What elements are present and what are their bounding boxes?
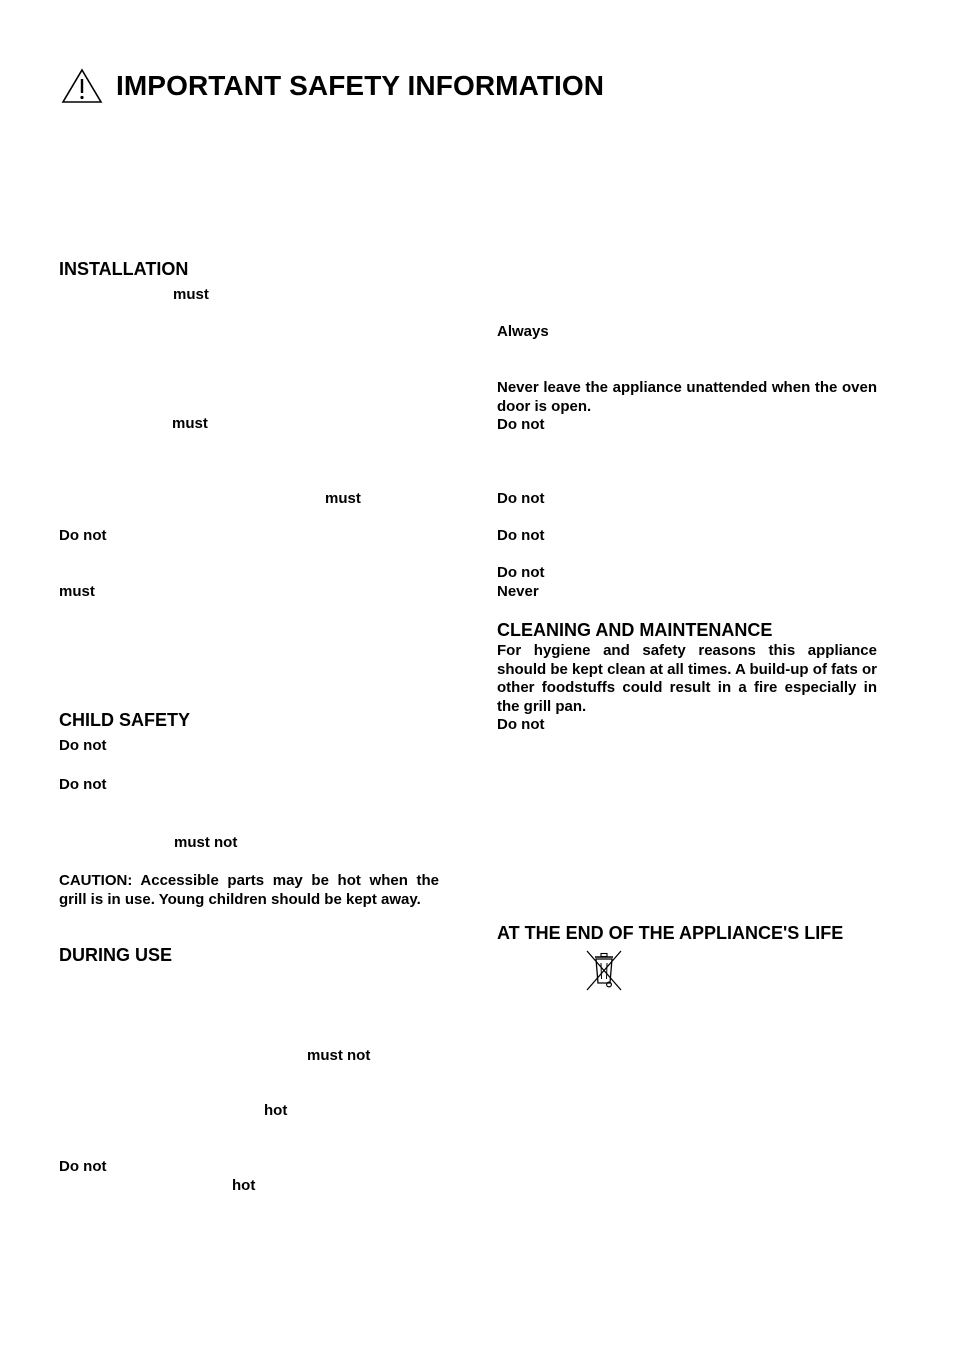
installation-word-5: must bbox=[59, 583, 95, 600]
always-word: Always bbox=[497, 323, 549, 340]
during-use-word-2: hot bbox=[264, 1102, 288, 1119]
cleaning-word-1: Do not bbox=[497, 716, 545, 733]
cleaning-heading: CLEANING AND MAINTENANCE bbox=[497, 620, 773, 640]
right-word-5: Never bbox=[497, 583, 539, 600]
caution-paragraph: CAUTION: Accessible parts may be hot when the grill is in use. Young children should be kept away. bbox=[59, 872, 439, 908]
right-word-3: Do not bbox=[497, 527, 545, 544]
installation-word-3: must bbox=[325, 490, 361, 507]
child-safety-heading: CHILD SAFETY bbox=[59, 710, 191, 730]
cleaning-paragraph: For hygiene and safety reasons this appliance should be kept clean at all times. A build-up of fats or other foodstuffs could result in a fire especially in the grill pan. bbox=[497, 642, 877, 715]
right-word-4: Do not bbox=[497, 564, 545, 581]
installation-word-4: Do not bbox=[59, 527, 107, 544]
crossed-out-wheelie-bin-icon bbox=[583, 948, 625, 992]
right-word-1: Do not bbox=[497, 416, 545, 433]
child-safety-word-3: must not bbox=[174, 834, 238, 851]
child-safety-word-2: Do not bbox=[59, 776, 107, 793]
never-leave-paragraph: Never leave the appliance unattended when the oven door is open. bbox=[497, 379, 877, 415]
during-use-heading: DURING USE bbox=[59, 945, 173, 965]
installation-word-2: must bbox=[172, 415, 208, 432]
child-safety-word-1: Do not bbox=[59, 737, 107, 754]
right-word-2: Do not bbox=[497, 490, 545, 507]
installation-word-1: must bbox=[173, 286, 209, 303]
page-title: IMPORTANT SAFETY INFORMATION bbox=[116, 70, 605, 101]
during-use-word-4: hot bbox=[232, 1177, 256, 1194]
warning-triangle-icon bbox=[61, 68, 103, 104]
during-use-word-1: must not bbox=[307, 1047, 371, 1064]
installation-heading: INSTALLATION bbox=[59, 259, 189, 279]
end-of-life-heading: AT THE END OF THE APPLIANCE'S LIFE bbox=[497, 923, 844, 943]
during-use-word-3: Do not bbox=[59, 1158, 107, 1175]
